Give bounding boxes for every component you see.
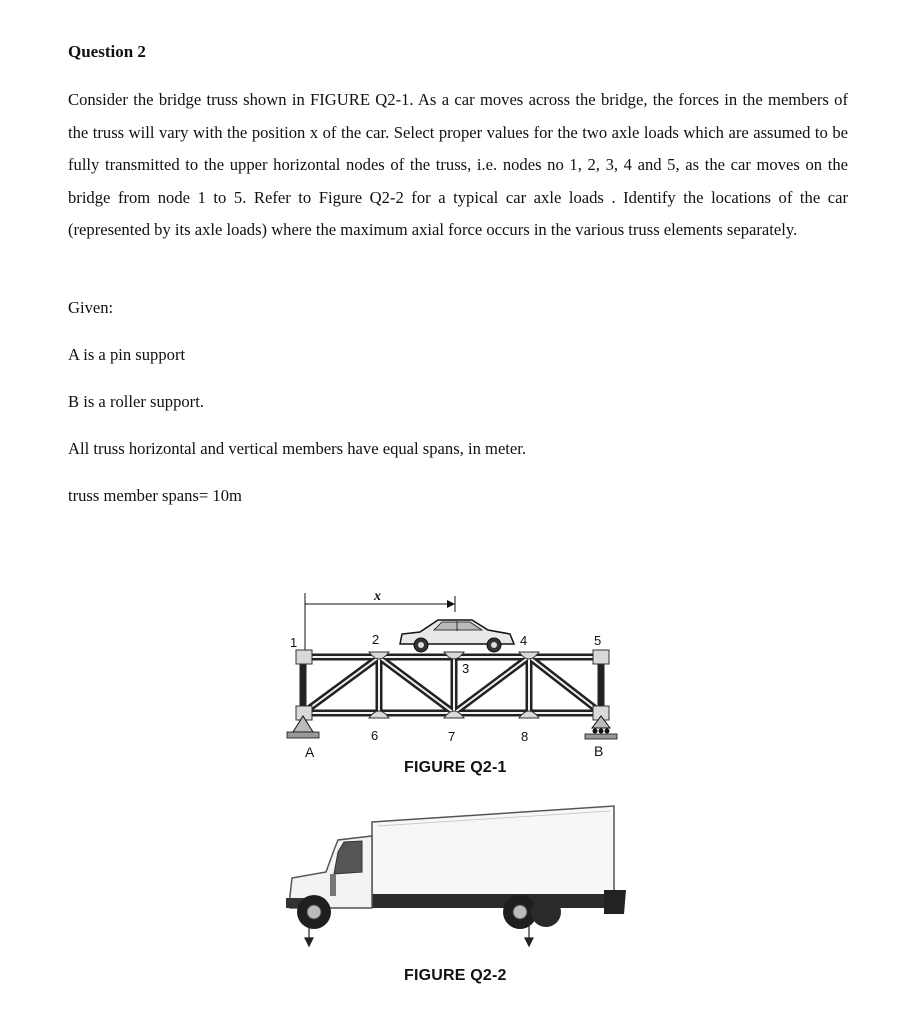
node-8-label: 8 — [521, 729, 529, 744]
roller-support-b — [585, 716, 617, 739]
box-truck-icon — [286, 806, 626, 929]
support-b-label: B — [594, 743, 604, 759]
car-icon — [400, 620, 514, 652]
node-3-label: 3 — [462, 661, 470, 676]
given-label: Given: — [68, 298, 114, 317]
truss-members — [303, 657, 601, 713]
figure-q2-1-caption: FIGURE Q2-1 — [404, 759, 507, 776]
support-a-label: A — [305, 744, 315, 760]
question-title: Question 2 — [68, 42, 146, 61]
node-7-label: 7 — [448, 729, 456, 744]
node-6-label: 6 — [371, 728, 379, 743]
node-1-label: 1 — [290, 635, 298, 650]
pin-support-a — [287, 716, 319, 738]
question-paragraph: Consider the bridge truss shown in FIGURE Q2-1. As a car moves across the bridge, the forces in the members of the truss will vary with the position x of the car. Select proper values for the two axle loads which are assumed to be fully transmitted to the upper horizontal nodes of the truss, i.e. nodes no 1, 2, 3, 4 and 5, as the car moves on the bridge from node 1 to 5. Refer to Figure Q2-2 for a typical car axle loads . Identify the locations of the car (represented by its axle loads) where the maximum axial force occurs in the various truss elements separately. — [68, 90, 848, 240]
figure-q2-2-caption: FIGURE Q2-2 — [404, 967, 507, 984]
given-equal-spans: All truss horizontal and vertical members have equal spans, in meter. — [68, 439, 527, 458]
given-pin-support: A is a pin support — [68, 345, 186, 364]
given-member-span: truss member spans= 10m — [68, 486, 242, 505]
node-5-label: 5 — [594, 633, 602, 648]
node-4-label: 4 — [520, 633, 528, 648]
node-2-label: 2 — [372, 632, 380, 647]
given-roller-support: B is a roller support. — [68, 392, 204, 411]
truss-figure — [287, 589, 617, 760]
x-label: x — [374, 589, 381, 604]
down-arrow-icon — [305, 926, 533, 946]
